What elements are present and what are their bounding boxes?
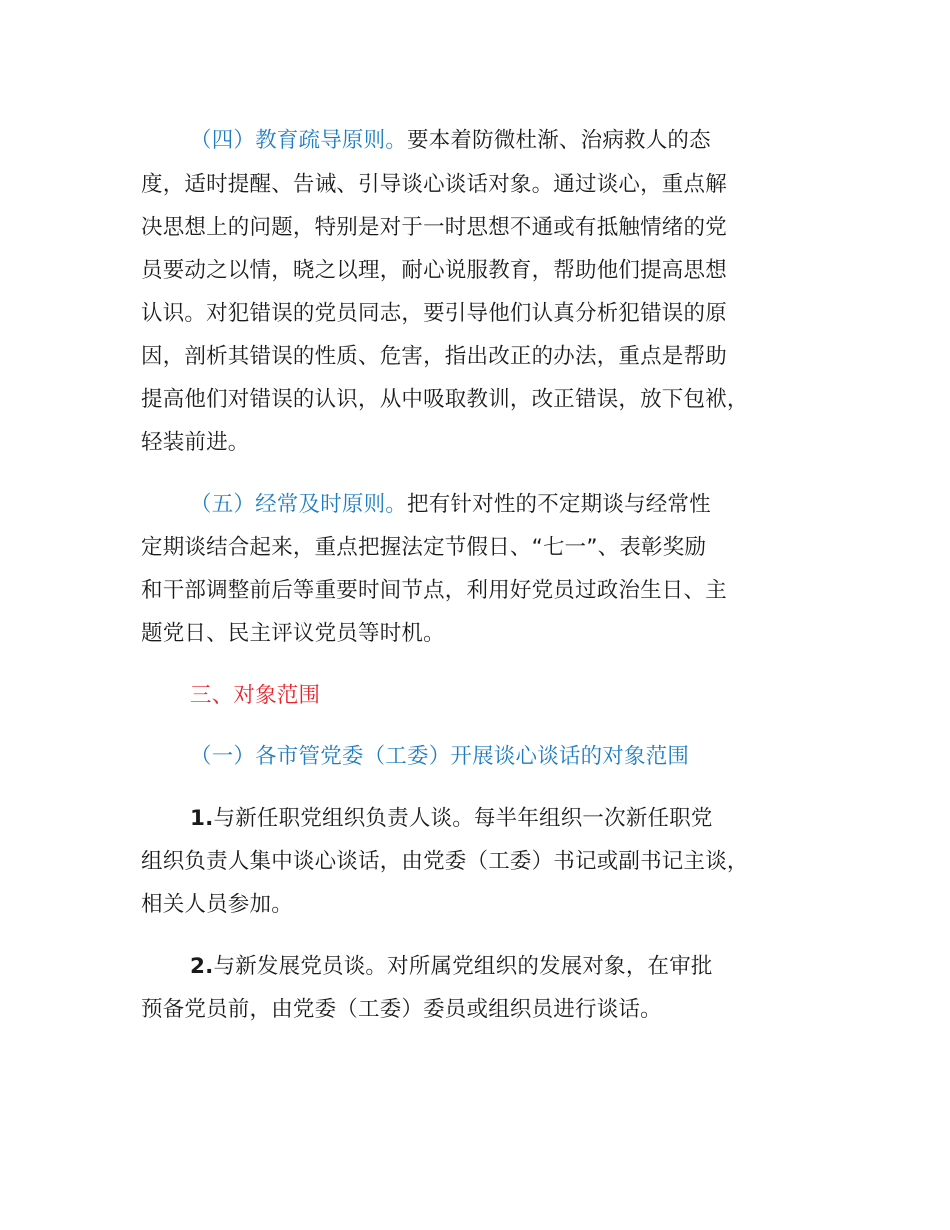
paragraph-line: 轻装前进。: [141, 430, 250, 455]
paragraph-line: 认识。对犯错误的党员同志，要引导他们认真分析犯错误的原: [141, 301, 727, 326]
paragraph-line: 题党日、民主评议党员等时机。: [141, 621, 445, 646]
item-number: 1.: [190, 806, 214, 831]
paragraph-line: 相关人员参加。: [141, 892, 293, 917]
paragraph-line: 预备党员前，由党委（工委）委员或组织员进行谈话。: [141, 997, 662, 1022]
item-number: 2.: [190, 954, 214, 979]
paragraph-line: 决思想上的问题，特别是对于一时思想不通或有抵触情绪的党: [141, 215, 727, 240]
paragraph-line: 度，适时提醒、告诫、引导谈心谈话对象。通过谈心，重点解: [141, 172, 727, 197]
paragraph-text: 把有针对性的不定期谈与经常性: [407, 492, 711, 517]
paragraph-text: 要本着防微杜渐、治病救人的态: [407, 128, 711, 153]
paragraph-line: 定期谈结合起来，重点把握法定节假日、“七一”、表彰奖励: [141, 535, 707, 560]
paragraph-text: 与新任职党组织负责人谈。每半年组织一次新任职党: [213, 806, 713, 831]
paragraph-line: 组织负责人集中谈心谈话，由党委（工委）书记或副书记主谈，: [141, 849, 749, 874]
chapter-heading-scope: 三、对象范围: [190, 683, 321, 708]
paragraph-line: 因，剖析其错误的性质、危害，指出改正的办法，重点是帮助: [141, 344, 727, 369]
paragraph-line: 员要动之以情，晓之以理，耐心说服教育，帮助他们提高思想: [141, 258, 727, 283]
paragraph-line: 和干部调整前后等重要时间节点，利用好党员过政治生日、主: [141, 578, 727, 603]
paragraph-text: 与新发展党员谈。对所属党组织的发展对象，在审批: [213, 954, 713, 979]
paragraph-line: [190, 126, 711, 156]
paragraph-line: [190, 804, 713, 834]
paragraph-line: [190, 952, 713, 982]
paragraph-line: 提高他们对错误的认识，从中吸取教训，改正错误，放下包袱，: [141, 387, 749, 412]
paragraph-line: [190, 490, 711, 520]
section-heading-education: （四）教育疏导原则。: [190, 128, 408, 153]
subsection-heading: （一）各市管党委（工委）开展谈心谈话的对象范围: [190, 744, 690, 769]
section-heading-regular: （五）经常及时原则。: [190, 492, 408, 517]
